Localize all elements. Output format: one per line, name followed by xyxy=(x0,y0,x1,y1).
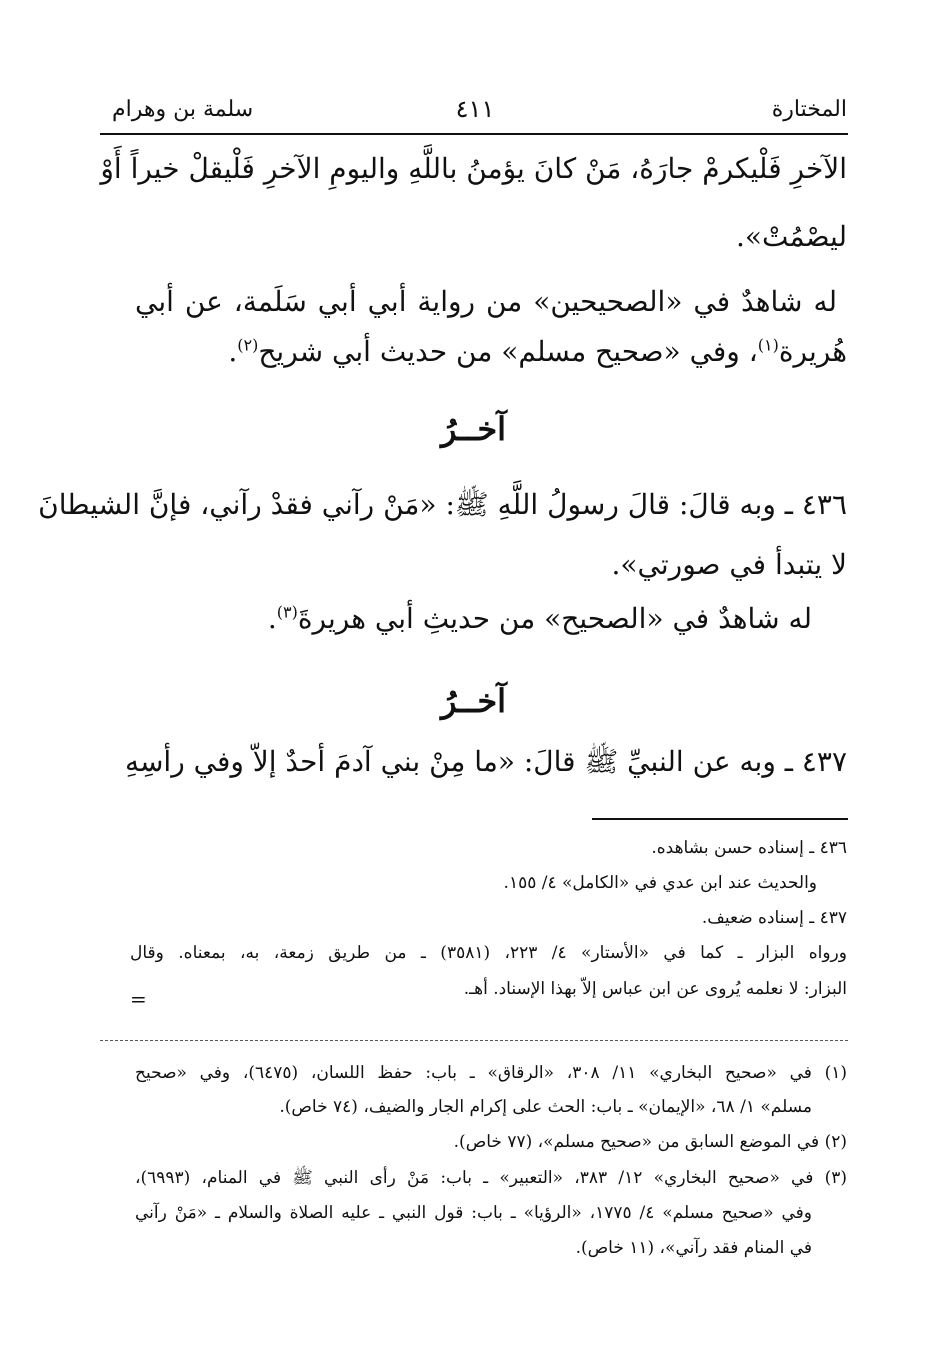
body-line-4 xyxy=(228,335,847,368)
hadith-436-line-1: ٤٣٦ ـ وبه قالَ: قالَ رسولُ اللَّهِ ﷺ: «مَنْ رآني فقدْ رآني، فإنَّ الشيطانَ xyxy=(38,488,847,521)
footnote-1-line-2: مسلم» ١/ ٦٨، «الإيمان» ـ باب: الحث على إكرام الجار والضيف، (٧٤ خاص). xyxy=(279,1097,812,1117)
note-436-grade: ٤٣٦ ـ إسناده حسن بشاهده. xyxy=(651,838,847,858)
footnote-3-line-2: وفي «صحيح مسلم» ٤/ ١٧٧٥، «الرؤيا» ـ باب: قول النبي ـ عليه الصلاة والسلام ـ «مَنْ رآني xyxy=(135,1203,812,1223)
body-line-3: له شاهدٌ في «الصحيحين» من رواية أبي أبي سَلَمة، عن أبي xyxy=(135,285,837,318)
body-line-7 xyxy=(268,602,812,635)
body-line-4-part-c: . xyxy=(228,335,238,368)
page-number: ٤١١ xyxy=(455,95,495,123)
note-437-bazzar: البزار: لا نعلمه يُروى عن ابن عباس إلاّ بهذا الإسناد. أهـ. xyxy=(463,979,847,999)
hadith-436-line-2: لا يتبدأ في صورتي». xyxy=(611,548,847,581)
section-heading-1: آخــرُ xyxy=(440,410,507,448)
running-header-title: سلمة بن وهرام xyxy=(112,97,254,122)
notes-separator xyxy=(592,818,848,820)
body-line-7-part-a: له شاهدٌ في «الصحيح» من حديثِ أبي هريرةَ xyxy=(297,602,812,635)
header-rule xyxy=(100,133,848,135)
hadith-437-line-1: ٤٣٧ ـ وبه عن النبيِّ ﷺ قالَ: «ما مِنْ بني آدمَ أحدٌ إلاّ وفي رأسِهِ xyxy=(124,745,847,778)
footnote-3-line-3: في المنام فقد رآني»، (١١ خاص). xyxy=(575,1238,812,1258)
footnote-3-line-1: (٣) في «صحيح البخاري» ١٢/ ٣٨٣، «التعبير» ـ باب: مَنْ رأى النبي ﷺ في المنام، (٦٩٩٣)، xyxy=(135,1168,847,1188)
body-line-1: الآخرِ فَلْيكرمْ جارَهُ، مَنْ كانَ يؤمنُ باللَّهِ واليومِ الآخرِ فَلْيقلْ خيراً أَوْ xyxy=(100,152,847,185)
running-header-book: المختارة xyxy=(771,97,847,122)
footnote-ref-2: (٢) xyxy=(237,335,259,355)
footnote-2: (٢) في الموضع السابق من «صحيح مسلم»، (٧٧ خاص). xyxy=(453,1132,847,1152)
note-437-grade: ٤٣٧ ـ إسناده ضعيف. xyxy=(701,908,847,928)
section-heading-2: آخــرُ xyxy=(440,682,507,720)
body-line-4-part-b: ، وفي «صحيح مسلم» من حديث أبي شريح xyxy=(258,335,758,368)
footnote-ref-3: (٣) xyxy=(276,602,298,622)
body-line-7-part-b: . xyxy=(267,602,277,635)
footnotes-separator xyxy=(100,1040,848,1041)
body-line-4-part-a: هُريرة xyxy=(778,335,847,368)
footnote-ref-1: (١) xyxy=(757,335,779,355)
body-line-2: ليصْمُتْ». xyxy=(736,220,847,253)
continuation-mark: = xyxy=(130,987,147,1011)
note-437-source: ورواه البزار ـ كما في «الأستار» ٤/ ٢٢٣، (٣٥٨١) ـ من طريق زمعة، به، بمعناه. وقال xyxy=(130,943,847,963)
note-436-source: والحديث عند ابن عدي في «الكامل» ٤/ ١٥٥. xyxy=(503,873,817,893)
footnote-1-line-1: (١) في «صحيح البخاري» ١١/ ٣٠٨، «الرقاق» ـ باب: حفظ اللسان، (٦٤٧٥)، وفي «صحيح xyxy=(135,1063,847,1083)
